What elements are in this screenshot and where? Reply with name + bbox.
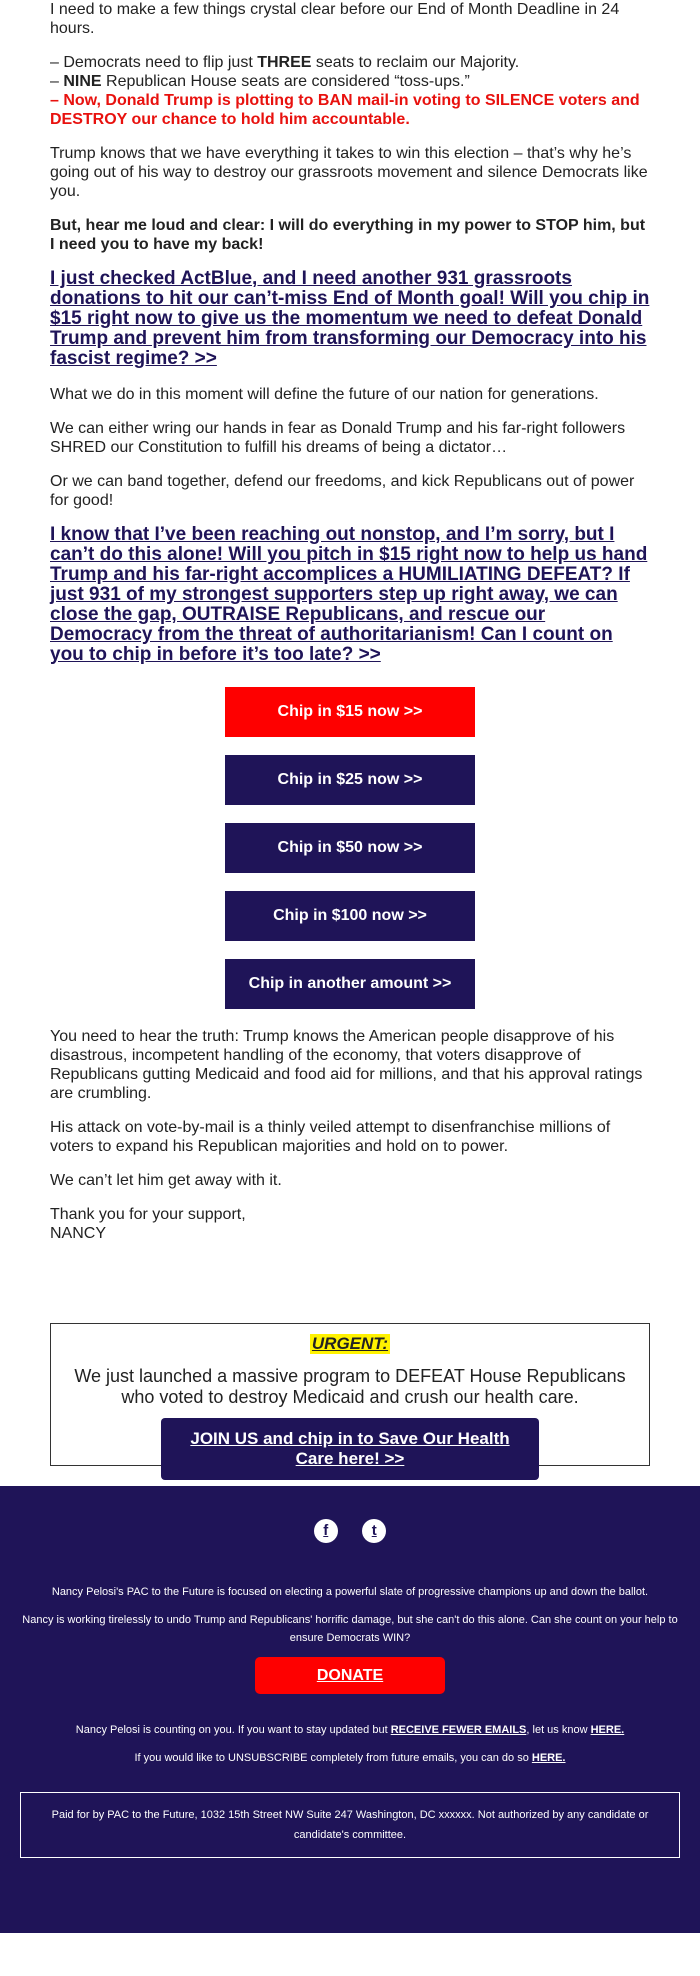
paragraph-wring-hands: We can either wring our hands in fear as Donald Trump and his far-right followers SHRED our Constitution to fulfill his dreams of being a dictator… (50, 420, 626, 456)
unsubscribe-here-link[interactable]: HERE. (531, 1752, 566, 1764)
chip-in-100-button[interactable]: Chip in $100 now >> (225, 891, 475, 941)
footer-unsubscribe: If you would like to UNSUBSCRIBE completely from future emails, you can do so HERE. (134, 1752, 566, 1764)
chip-in-15-button[interactable]: Chip in $15 now >> (225, 687, 475, 737)
footer-pac-description: Nancy Pelosi's PAC to the Future is focused on electing a powerful slate of progressive champions up and down the ballot. (51, 1586, 649, 1598)
urgent-text: We just launched a massive program to DEFEAT House Republicans who voted to destroy Medicaid and crush our health care. (74, 1366, 626, 1407)
urgent-label: URGENT: (311, 1334, 389, 1353)
receive-fewer-emails-link[interactable]: RECEIVE FEWER EMAILS (390, 1724, 527, 1736)
paragraph-truth: You need to hear the truth: Trump knows the American people disapprove of his disastrous, incompetent handling of the economy, that voters disapprove of Republicans gutting Medicaid and food aid for millions, and that his approval ratings are crumbling. (50, 1028, 643, 1102)
urgent-box (50, 1323, 650, 1466)
intro-paragraph: I need to make a few things crystal clear before our End of Month Deadline in 24 hours. (50, 1, 620, 37)
paragraph-band-together: Or we can band together, defend our freedoms, and kick Republicans out of power for good! (50, 473, 635, 509)
paragraph-cant-let: We can’t let him get away with it. (50, 1172, 282, 1189)
twitter-icon[interactable]: t (362, 1519, 386, 1543)
paragraph-grassroots: Trump knows that we have everything it takes to win this election – that’s why he’s going out of his way to destroy our grassroots movement and silence Democrats like you. (50, 145, 648, 200)
health-care-button[interactable]: JOIN US and chip in to Save Our Health Care here! >> (161, 1418, 539, 1480)
paragraph-have-my-back: But, hear me loud and clear: I will do everything in my power to STOP him, but I need you to have my back! (50, 217, 646, 253)
donation-buttons (50, 687, 650, 1009)
signoff-thanks: Thank you for your support, (50, 1206, 246, 1223)
paragraph-vote-by-mail: His attack on vote-by-mail is a thinly veiled attempt to disenfranchise millions of voters to expand his Republican majorities and hold on to power. (50, 1119, 611, 1155)
chip-in-25-button[interactable]: Chip in $25 now >> (225, 755, 475, 805)
footer-fewer-emails: Nancy Pelosi is counting on you. If you want to stay updated but RECEIVE FEWER EMAILS, let us know HERE. (75, 1724, 625, 1736)
footer-help-ask: Nancy is working tirelessly to undo Trump and Republicans' horrific damage, but she can't do this alone. Can she count on your help to ensure Democrats WIN? (22, 1614, 678, 1644)
paid-for-disclaimer: Paid for by PAC to the Future, 1032 15th Street NW Suite 247 Washington, DC xxxxxx. Not authorized by any candidate or candidate's committee. (20, 1792, 680, 1858)
donate-button[interactable]: DONATE (255, 1657, 445, 1694)
paragraph-future: What we do in this moment will define the future of our nation for generations. (50, 386, 599, 403)
bullet-mail-in-ban: – Now, Donald Trump is plotting to BAN mail-in voting to SILENCE voters and DESTROY our chance to hold him accountable. (50, 92, 640, 128)
donation-link-nonstop[interactable]: I know that I’ve been reaching out nonstop, and I’m sorry, but I can’t do this alone! Will you pitch in $15 right now to help us hand Trump and his far-right accomplices a HUMILIATING DEFEAT? If just 931 of my strongest supporters step up right away, we can close the gap, OUTRAISE Republicans, and rescue our Democracy from the threat of authoritarianism! Can I count on you to chip in before it’s too late? >> (50, 524, 648, 665)
chip-in-other-button[interactable]: Chip in another amount >> (225, 959, 475, 1009)
footer (0, 1486, 700, 1933)
signoff-name: NANCY (50, 1225, 107, 1242)
donation-link-actblue[interactable]: I just checked ActBlue, and I need another 931 grassroots donations to hit our can’t-miss End of Month goal! Will you chip in $15 right now to give us the momentum we need to defeat Donald Trump and prevent him from transforming our Democracy into his fascist regime? >> (50, 268, 650, 369)
bullet-nine-seats: – NINE Republican House seats are considered “toss-ups.” (50, 73, 470, 90)
fewer-emails-here-link[interactable]: HERE. (590, 1724, 625, 1736)
bullet-three-seats: – Democrats need to flip just THREE seats to reclaim our Majority. (50, 54, 520, 71)
social-links (0, 1519, 700, 1543)
chip-in-50-button[interactable]: Chip in $50 now >> (225, 823, 475, 873)
facebook-icon[interactable]: f (314, 1519, 338, 1543)
